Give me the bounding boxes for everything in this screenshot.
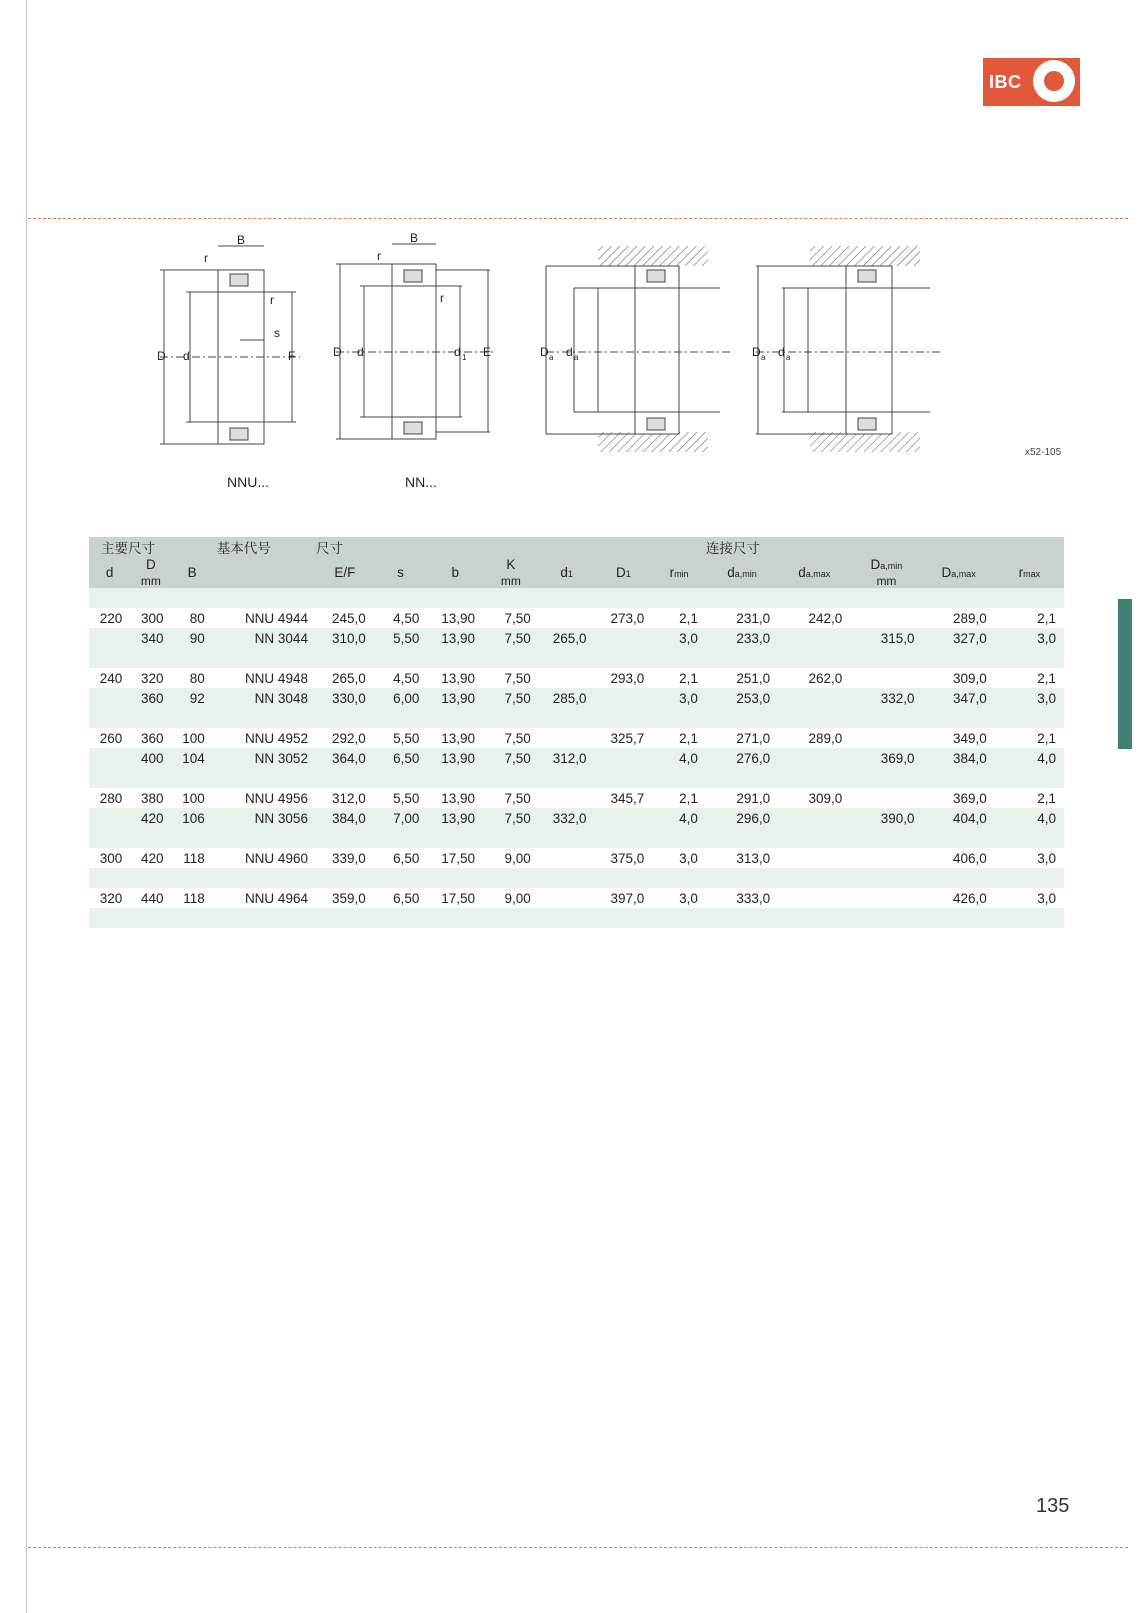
cell-D1: 375,0	[610, 850, 645, 866]
cell-Damax: 406,0	[952, 850, 987, 866]
cell-D: 360	[141, 730, 164, 746]
cell-d: 280	[99, 790, 123, 806]
cell-damin: 291,0	[736, 790, 771, 806]
cell-code: NNU 4948	[244, 670, 308, 686]
label-s: s	[274, 326, 280, 340]
cell-d1: 312,0	[539, 748, 595, 768]
cell-Damax: 327,0	[923, 628, 995, 648]
cell-EF: 384,0	[316, 808, 374, 828]
cell-code: NN 3056	[213, 808, 316, 828]
table-row	[89, 748, 1064, 768]
cell-damax	[778, 628, 850, 648]
bottom-divider	[28, 1547, 1128, 1548]
col-B: B	[172, 557, 213, 588]
cell-D1: 293,0	[610, 670, 645, 686]
cell-rmax: 2,1	[1037, 790, 1056, 806]
cell-Damax: 349,0	[952, 730, 987, 746]
cell-Damax: 347,0	[923, 688, 995, 708]
cell-K: 7,50	[504, 790, 531, 806]
cell-EF: 245,0	[331, 610, 366, 626]
cell-damin: 253,0	[706, 688, 778, 708]
cell-K: 7,50	[483, 688, 539, 708]
label-r3: r	[377, 249, 381, 263]
label-Da2: D	[752, 345, 761, 359]
group-spacer	[89, 828, 1064, 848]
header-main-dims: 主要尺寸	[89, 537, 213, 557]
header-row-groups	[89, 537, 1064, 557]
cell-b: 13,90	[441, 790, 476, 806]
table-row	[89, 608, 1064, 628]
cell-EF: 364,0	[316, 748, 374, 768]
left-margin-line	[26, 0, 27, 1613]
cell-d: 220	[99, 610, 123, 626]
col-s: s	[374, 557, 428, 588]
cell-damin: 271,0	[736, 730, 771, 746]
cell-D1	[594, 748, 652, 768]
ibc-logo	[983, 58, 1080, 106]
cell-rmin: 3,0	[679, 850, 698, 866]
drawing-nn	[336, 244, 496, 439]
label-d1-sub: 1	[462, 353, 467, 362]
cell-damax	[778, 688, 850, 708]
cell-d1	[539, 848, 595, 868]
col-K: K mm	[483, 557, 539, 588]
cell-d1: 332,0	[539, 808, 595, 828]
header-designation: 基本代号	[213, 537, 316, 557]
label-d1: d	[454, 345, 461, 359]
label-F: F	[288, 349, 296, 363]
page-number: 135	[1036, 1495, 1070, 1517]
col-damax: da,max	[778, 557, 850, 588]
cell-s: 7,00	[374, 808, 428, 828]
cell-Damin	[850, 788, 922, 808]
cell-D1: 273,0	[610, 610, 645, 626]
cell-rmax: 3,0	[995, 688, 1064, 708]
cell-Damin: 315,0	[850, 628, 922, 648]
cell-rmax: 3,0	[995, 628, 1064, 648]
cell-rmin: 3,0	[679, 890, 698, 906]
col-designation	[213, 557, 316, 588]
figure-code: x52-105	[1025, 447, 1062, 458]
cell-d1: 285,0	[539, 688, 595, 708]
label-D2: D	[333, 345, 342, 359]
cell-rmax: 4,0	[995, 748, 1064, 768]
cell-code: NNU 4944	[244, 610, 308, 626]
label-d2: d	[357, 345, 364, 359]
cell-d	[89, 808, 130, 828]
cell-B: 80	[189, 610, 205, 626]
cell-rmax: 4,0	[995, 808, 1064, 828]
cell-K: 9,00	[504, 850, 531, 866]
cell-D: 340	[130, 628, 171, 648]
cell-rmax: 3,0	[1037, 850, 1056, 866]
cell-damax: 309,0	[808, 790, 843, 806]
cell-EF: 292,0	[331, 730, 366, 746]
cell-code: NN 3052	[213, 748, 316, 768]
bearing-drawings	[150, 232, 1080, 502]
bearing-spec-table	[89, 537, 1064, 928]
label-Da-sub: a	[549, 353, 554, 362]
table-row	[89, 668, 1064, 688]
cell-d: 320	[99, 890, 123, 906]
cell-B: 104	[172, 748, 213, 768]
cell-code: NNU 4952	[244, 730, 308, 746]
cell-d1	[539, 728, 595, 748]
cell-B: 80	[189, 670, 205, 686]
cell-rmax: 2,1	[1037, 670, 1056, 686]
col-D1: D1	[594, 557, 652, 588]
cell-damin: 333,0	[736, 890, 771, 906]
cell-rmin: 2,1	[679, 610, 698, 626]
drawing-mounting-nnu	[546, 246, 730, 452]
cell-K: 7,50	[483, 808, 539, 828]
header-dimensions: 尺寸	[316, 537, 706, 557]
cell-damin: 251,0	[736, 670, 771, 686]
cell-d1	[539, 888, 595, 908]
cell-code: NNU 4964	[244, 890, 308, 906]
group-spacer	[89, 648, 1064, 668]
cell-damax	[778, 808, 850, 828]
cell-d: 260	[99, 730, 123, 746]
group-spacer	[89, 588, 1064, 608]
cell-damax: 242,0	[808, 610, 843, 626]
cell-rmin: 4,0	[652, 748, 706, 768]
cell-K: 7,50	[504, 730, 531, 746]
label-D: D	[157, 349, 166, 363]
cell-damin: 313,0	[736, 850, 771, 866]
cell-B: 118	[183, 850, 205, 866]
cell-b: 13,90	[427, 628, 483, 648]
table-body	[89, 588, 1064, 928]
header-abutment: 连接尺寸	[706, 537, 1064, 557]
cell-Damin	[850, 668, 922, 688]
table-row	[89, 788, 1064, 808]
cell-rmin: 3,0	[652, 628, 706, 648]
label-B: B	[237, 233, 246, 247]
cell-EF: 359,0	[331, 890, 366, 906]
cell-code: NNU 4960	[244, 850, 308, 866]
cell-B: 118	[183, 890, 205, 906]
cell-Damax: 369,0	[952, 790, 987, 806]
cell-rmax: 2,1	[1037, 610, 1056, 626]
cell-damax	[778, 848, 850, 868]
cell-rmax: 2,1	[1037, 730, 1056, 746]
label-Da: D	[540, 345, 549, 359]
cell-K: 7,50	[504, 670, 531, 686]
cell-damin: 231,0	[736, 610, 771, 626]
cell-Damin: 332,0	[850, 688, 922, 708]
cell-B: 90	[172, 628, 213, 648]
cell-D1: 345,7	[610, 790, 645, 806]
section-tab-marker	[1118, 599, 1132, 749]
table-row	[89, 808, 1064, 828]
cell-s: 6,00	[374, 688, 428, 708]
col-rmin: rmin	[652, 557, 706, 588]
cell-Damin	[850, 848, 922, 868]
cell-d: 300	[99, 850, 123, 866]
label-da-sub: a	[574, 353, 579, 362]
col-d1: d1	[539, 557, 595, 588]
unit-mm-1: mm	[140, 574, 161, 588]
cell-EF: 330,0	[316, 688, 374, 708]
group-spacer	[89, 768, 1064, 788]
drawing-nnu	[160, 246, 300, 444]
cell-damin: 276,0	[706, 748, 778, 768]
label-r: r	[204, 251, 208, 265]
cell-Damin	[850, 888, 922, 908]
cell-B: 100	[182, 730, 205, 746]
label-Da2-sub: a	[761, 353, 766, 362]
cell-d1	[539, 668, 595, 688]
col-rmax: rmax	[995, 557, 1064, 588]
cell-D1	[594, 628, 652, 648]
cell-s: 4,50	[393, 610, 420, 626]
cell-damax: 289,0	[808, 730, 843, 746]
cell-rmin: 4,0	[652, 808, 706, 828]
caption-nn: NN...	[405, 474, 437, 490]
cell-d1	[539, 788, 595, 808]
cell-EF: 265,0	[331, 670, 366, 686]
cell-EF: 310,0	[316, 628, 374, 648]
cell-EF: 312,0	[331, 790, 366, 806]
cell-s: 6,50	[393, 850, 420, 866]
cell-b: 17,50	[441, 890, 476, 906]
cell-damax	[778, 888, 850, 908]
cell-K: 7,50	[483, 748, 539, 768]
cell-rmin: 2,1	[679, 730, 698, 746]
cell-rmin: 2,1	[679, 790, 698, 806]
cell-b: 13,90	[427, 808, 483, 828]
caption-nnu: NNU...	[227, 474, 269, 490]
cell-d	[89, 688, 130, 708]
group-spacer	[89, 908, 1064, 928]
cell-Damax: 384,0	[923, 748, 995, 768]
cell-K: 7,50	[504, 610, 531, 626]
cell-code: NN 3044	[213, 628, 316, 648]
group-spacer	[89, 708, 1064, 728]
col-Damax: Da,max	[923, 557, 995, 588]
cell-Damax: 404,0	[923, 808, 995, 828]
cell-Damax: 289,0	[952, 610, 987, 626]
cell-Damax: 309,0	[952, 670, 987, 686]
cell-b: 13,90	[441, 730, 476, 746]
label-da2-sub: a	[786, 353, 791, 362]
cell-s: 6,50	[374, 748, 428, 768]
cell-d	[89, 628, 130, 648]
cell-damax: 262,0	[808, 670, 843, 686]
col-EF: E/F	[316, 557, 374, 588]
label-r2: r	[270, 293, 274, 307]
cell-EF: 339,0	[331, 850, 366, 866]
top-divider	[28, 218, 1128, 219]
cell-rmin: 3,0	[652, 688, 706, 708]
cell-b: 13,90	[441, 610, 476, 626]
cell-B: 106	[172, 808, 213, 828]
cell-damax	[778, 748, 850, 768]
cell-D: 320	[141, 670, 164, 686]
cell-rmin: 2,1	[679, 670, 698, 686]
cell-B: 92	[172, 688, 213, 708]
cell-Damin: 390,0	[850, 808, 922, 828]
table-row	[89, 888, 1064, 908]
cell-Damin	[850, 728, 922, 748]
label-r4: r	[440, 291, 444, 305]
cell-D1: 325,7	[610, 730, 645, 746]
cell-D: 440	[141, 890, 164, 906]
cell-K: 9,00	[504, 890, 531, 906]
cell-s: 5,50	[374, 628, 428, 648]
cell-b: 17,50	[441, 850, 476, 866]
cell-B: 100	[182, 790, 205, 806]
header-row-columns	[89, 557, 1064, 588]
group-spacer	[89, 868, 1064, 888]
label-d: d	[183, 349, 190, 363]
cell-K: 7,50	[483, 628, 539, 648]
cell-D: 380	[141, 790, 164, 806]
cell-s: 5,50	[393, 790, 420, 806]
table-row	[89, 848, 1064, 868]
cell-d	[89, 748, 130, 768]
cell-D1	[594, 688, 652, 708]
cell-D: 400	[130, 748, 171, 768]
label-E: E	[483, 345, 492, 359]
label-da: d	[566, 345, 573, 359]
cell-d1	[539, 608, 595, 628]
cell-rmax: 3,0	[1037, 890, 1056, 906]
cell-D1	[594, 808, 652, 828]
unit-mm-2: mm	[500, 574, 521, 588]
cell-d: 240	[99, 670, 123, 686]
cell-s: 5,50	[393, 730, 420, 746]
cell-D1: 397,0	[610, 890, 645, 906]
cell-b: 13,90	[427, 688, 483, 708]
cell-Damax: 426,0	[952, 890, 987, 906]
table-row	[89, 688, 1064, 708]
cell-D: 420	[130, 808, 171, 828]
table-row	[89, 628, 1064, 648]
cell-b: 13,90	[441, 670, 476, 686]
col-d: d	[89, 557, 130, 588]
cell-D: 360	[130, 688, 171, 708]
cell-D: 420	[141, 850, 164, 866]
cell-d1: 265,0	[539, 628, 595, 648]
col-D: D mm	[130, 557, 171, 588]
label-da2: d	[778, 345, 785, 359]
cell-code: NNU 4956	[244, 790, 308, 806]
col-b: b	[427, 557, 483, 588]
cell-s: 6,50	[393, 890, 420, 906]
cell-code: NN 3048	[213, 688, 316, 708]
col-damin: da,min	[706, 557, 778, 588]
table-row	[89, 728, 1064, 748]
cell-damin: 233,0	[706, 628, 778, 648]
logo-text: IBC	[989, 72, 1022, 92]
col-Damin: Da,min mm	[850, 557, 922, 588]
bearing-ring-icon	[1033, 60, 1075, 102]
label-B2: B	[410, 232, 419, 245]
cell-Damin	[850, 608, 922, 628]
unit-mm-3: mm	[876, 574, 897, 588]
cell-D: 300	[141, 610, 164, 626]
cell-b: 13,90	[427, 748, 483, 768]
cell-s: 4,50	[393, 670, 420, 686]
cell-Damin: 369,0	[850, 748, 922, 768]
cell-damin: 296,0	[706, 808, 778, 828]
